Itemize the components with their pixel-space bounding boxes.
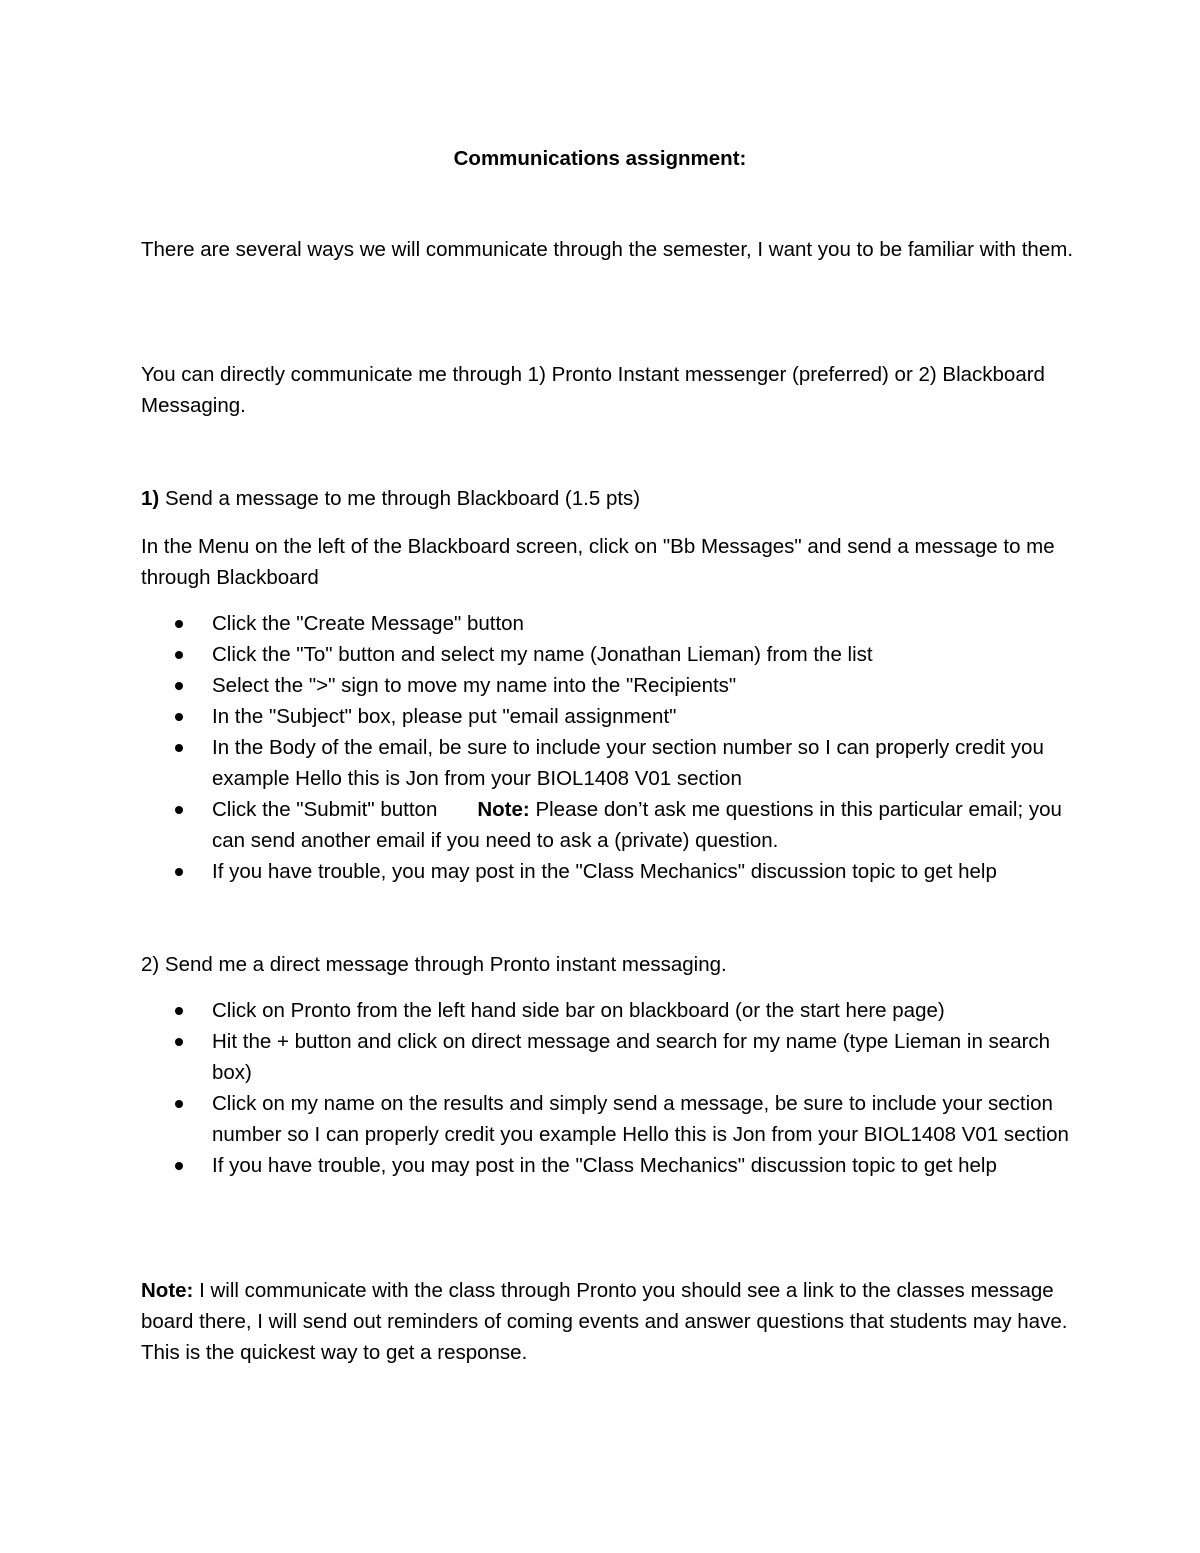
list-item: Click the "Create Message" button — [141, 608, 1081, 639]
section1-steps-list — [141, 608, 1081, 887]
note-text: Please don’t ask me questions in this particular email; you can send another email if you need to ask a (private) question. — [212, 798, 1062, 852]
page-title: Communications assignment: — [453, 147, 747, 170]
list-item: Hit the + button and click on direct message and search for my name (type Lieman in search box) — [141, 1026, 1081, 1088]
direct-contact-paragraph: You can directly communicate me through 1) Pronto Instant messenger (preferred) or 2) Blackboard Messaging. — [141, 363, 1045, 417]
bullet-icon — [175, 682, 183, 690]
list-item: Click on my name on the results and simply send a message, be sure to include your section number so I can properly credit you example Hello this is Jon from your BIOL1408 V01 section — [141, 1088, 1081, 1150]
final-note-text: I will communicate with the class through Pronto you should see a link to the classes message board there, I will send out reminders of coming events and answer questions that students may have. This is the quickest way to get a response. — [141, 1279, 1068, 1364]
section1-heading-text: Send a message to me through Blackboard (1.5 pts) — [164, 487, 641, 510]
submit-step-text: Click the "Submit" button — [212, 798, 438, 821]
list-item: In the Body of the email, be sure to include your section number so I can properly credit you example Hello this is Jon from your BIOL1408 V01 section — [141, 732, 1081, 794]
list-item: In the "Subject" box, please put "email assignment" — [141, 701, 1081, 732]
list-item: If you have trouble, you may post in the "Class Mechanics" discussion topic to get help — [141, 856, 1081, 887]
bullet-icon — [175, 1007, 183, 1015]
note-label: Note: — [477, 798, 530, 821]
bullet-icon — [175, 1100, 183, 1108]
list-item: Click on Pronto from the left hand side bar on blackboard (or the start here page) — [141, 995, 1081, 1026]
list-item: Select the ">" sign to move my name into the "Recipients" — [141, 670, 1081, 701]
bullet-icon — [175, 1038, 183, 1046]
bullet-icon — [175, 744, 183, 752]
section1-number: 1) — [141, 487, 160, 510]
intro-paragraph: There are several ways we will communicate through the semester, I want you to be familiar with them. — [141, 238, 1074, 261]
bullet-icon — [175, 868, 183, 876]
bullet-icon — [175, 806, 183, 814]
bullet-icon — [175, 620, 183, 628]
bullet-icon — [175, 713, 183, 721]
section2-heading: 2) Send me a direct message through Pronto instant messaging. — [141, 953, 727, 976]
section2-steps-list — [141, 995, 1081, 1181]
bullet-icon — [175, 651, 183, 659]
list-item: If you have trouble, you may post in the "Class Mechanics" discussion topic to get help — [141, 1150, 1081, 1181]
section1-heading — [141, 483, 1076, 514]
section1-instructions: In the Menu on the left of the Blackboard screen, click on "Bb Messages" and send a message to me through Blackboard — [141, 535, 1055, 589]
final-note-paragraph — [141, 1275, 1076, 1368]
list-item — [141, 794, 1081, 856]
final-note-label: Note: — [141, 1279, 194, 1302]
bullet-icon — [175, 1162, 183, 1170]
list-item: Click the "To" button and select my name (Jonathan Lieman) from the list — [141, 639, 1081, 670]
